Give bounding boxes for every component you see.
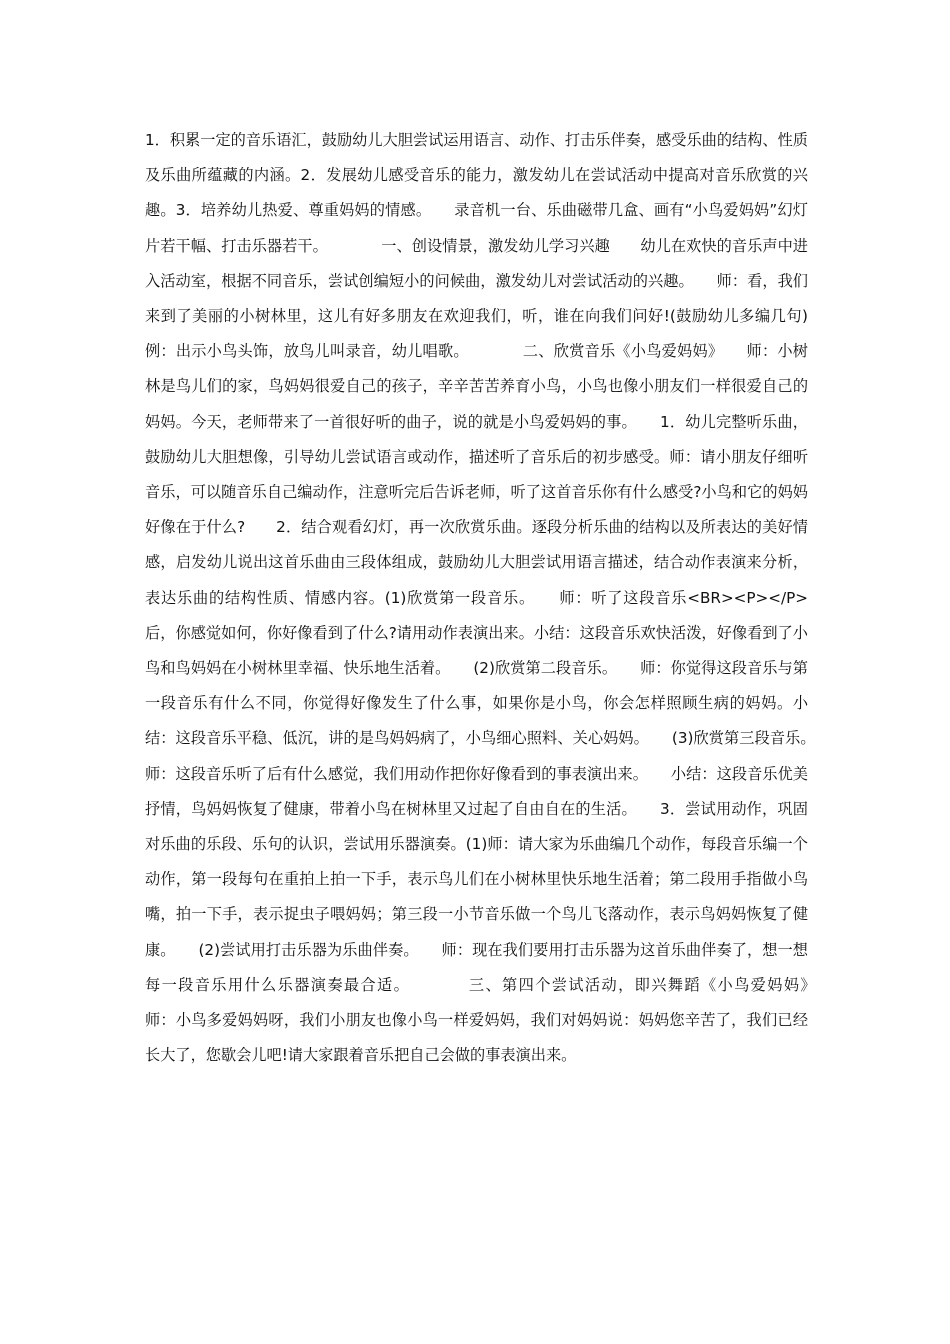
lesson-plan-text: 1．积累一定的音乐语汇，鼓励幼儿大胆尝试运用语言、动作、打击乐伴奏，感受乐曲的结构、性质及乐曲所蕴藏的内涵。2．发展幼儿感受音乐的能力，激发幼儿在尝试活动中提高对音乐欣赏的兴趣。3．培养幼儿热爱、尊重妈妈的情感。 录音机一台、乐曲磁带几盒、画有“小鸟爱妈妈”幻灯片若干幅、打击乐器若干。 一、创设情景，激发幼儿学习兴趣 幼儿在欢快的音乐声中进入活动室，根据不同音乐，尝试创编短小的问候曲，激发幼儿对尝试活动的兴趣。 师：看，我们来到了美丽的小树林里，这儿有好多朋友在欢迎我们，听，谁在向我们问好!(鼓励幼儿多编几句) 例：出示小鸟头饰，放鸟儿叫录音，幼儿唱歌。 二、欣赏音乐《小鸟爱妈妈》 师：小树林是鸟儿们的家，鸟妈妈很爱自己的孩子，辛辛苦苦养育小鸟，小鸟也像小朋友们一样很爱自己的妈妈。今天，老师带来了一首很好听的曲子，说的就是小鸟爱妈妈的事。 1．幼儿完整听乐曲，鼓励幼儿大胆想像，引导幼儿尝试语言或动作，描述听了音乐后的初步感受。师：请小朋友仔细听音乐，可以随音乐自己编动作，注意听完后告诉老师，听了这首音乐你有什么感受?小鸟和它的妈妈好像在于什么? 2．结合观看幻灯，再一次欣赏乐曲。逐段分析乐曲的结构以及所表达的美好情感，启发幼儿说出这首乐曲由三段体组成，鼓励幼儿大胆尝试用语言描述，结合动作表演来分析，表达乐曲的结构性质、情感内容。(1)欣赏第一段音乐。 师：听了这段音乐<BR><P></P>后，你感觉如何，你好像看到了什么?请用动作表演出来。小结：这段音乐欢快活泼，好像看到了小鸟和鸟妈妈在小树林里幸福、快乐地生活着。 (2)欣赏第二段音乐。 师：你觉得这段音乐与第一段音乐有什么不同，你觉得好像发生了什么事，如果你是小鸟，你会怎样照顾生病的妈妈。小结：这段音乐平稳、低沉，讲的是鸟妈妈病了，小鸟细心照料、关心妈妈。 (3)欣赏第三段音乐。 师：这段音乐听了后有什么感觉，我们用动作把你好像看到的事表演出来。 小结：这段音乐优美抒情，鸟妈妈恢复了健康，带着小鸟在树林里又过起了自由自在的生活。 3．尝试用动作，巩固对乐曲的乐段、乐句的认识，尝试用乐器演奏。(1)师：请大家为乐曲编几个动作，每段音乐编一个动作，第一段每句在重拍上拍一下手，表示鸟儿们在小树林里快乐地生活着；第二段用手指做小鸟嘴，拍一下手，表示捉虫子喂妈妈；第三段一小节音乐做一个鸟儿飞落动作，表示鸟妈妈恢复了健 康。 (2)尝试用打击乐器为乐曲伴奏。 师：现在我们要用打击乐器为这首乐曲伴奏了，想一想每一段音乐用什么乐器演奏最合适。 三、第四个尝试活动，即兴舞蹈《小鸟爱妈妈》 师：小鸟多爱妈妈呀，我们小朋友也像小鸟一样爱妈妈，我们对妈妈说：妈妈您辛苦了，我们已经长大了，您歇会儿吧!请大家跟着音乐把自己会做的事表演出来。 xyxy=(145,131,839,1065)
